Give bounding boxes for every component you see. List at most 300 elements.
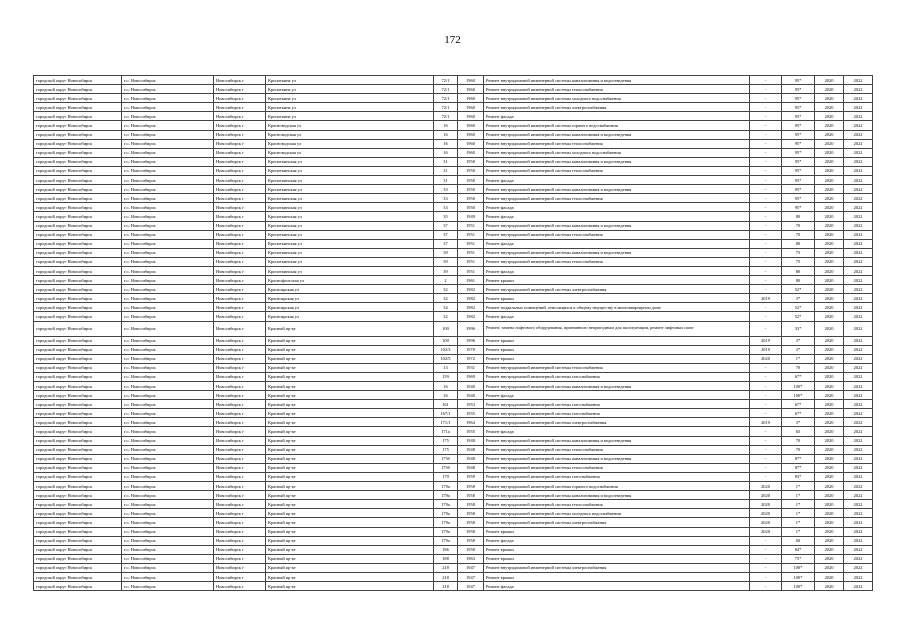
- municipality-cell: городской округ Новосибирск: [34, 230, 122, 239]
- street-cell: Красноводская ул: [266, 130, 434, 139]
- build-year-cell: 1960: [458, 85, 484, 94]
- municipal-unit-cell: г.о. Новосибирск: [122, 194, 214, 203]
- last-repair-year-cell: -: [750, 545, 782, 554]
- table-row: [34, 112, 873, 121]
- municipality-cell: городской округ Новосибирск: [34, 121, 122, 130]
- house-number-cell: 218: [434, 572, 458, 581]
- last-repair-year-cell: -: [750, 194, 782, 203]
- plan-year-from-cell: 2020: [815, 509, 844, 518]
- plan-year-from-cell: 2020: [815, 409, 844, 418]
- plan-year-to-cell: 2022: [844, 372, 873, 381]
- municipal-unit-cell: г.о. Новосибирск: [122, 336, 214, 345]
- build-year-cell: 1963: [458, 554, 484, 563]
- settlement-cell: Новосибирск г: [214, 103, 266, 112]
- last-repair-year-cell: 2020: [750, 518, 782, 527]
- plan-year-to-cell: 2022: [844, 248, 873, 257]
- plan-year-from-cell: 2020: [815, 94, 844, 103]
- table-row: [34, 312, 873, 321]
- settlement-cell: Новосибирск г: [214, 509, 266, 518]
- plan-year-to-cell: 2022: [844, 345, 873, 354]
- street-cell: Красный пр-кт: [266, 427, 434, 436]
- plan-year-from-cell: 2020: [815, 345, 844, 354]
- plan-year-from-cell: 2020: [815, 491, 844, 500]
- wear-percent-cell: 1*: [782, 354, 815, 363]
- house-number-cell: 37: [434, 230, 458, 239]
- street-cell: Красный пр-кт: [266, 418, 434, 427]
- plan-year-from-cell: 2020: [815, 266, 844, 275]
- municipality-cell: городской округ Новосибирск: [34, 372, 122, 381]
- work-type-cell: Ремонт внутридомовой инженерной системы теплоснабжения: [484, 194, 750, 203]
- settlement-cell: Новосибирск г: [214, 500, 266, 509]
- build-year-cell: 1960: [458, 112, 484, 121]
- settlement-cell: Новосибирск г: [214, 382, 266, 391]
- street-cell: Кропоткина ул: [266, 85, 434, 94]
- house-number-cell: 179а: [434, 536, 458, 545]
- street-cell: Красный пр-кт: [266, 472, 434, 481]
- street-cell: Красноводская ул: [266, 148, 434, 157]
- wear-percent-cell: 52*: [782, 303, 815, 312]
- house-number-cell: 31: [434, 157, 458, 166]
- last-repair-year-cell: 2019: [750, 345, 782, 354]
- wear-percent-cell: 95*: [782, 185, 815, 194]
- work-type-cell: Ремонт фасада: [484, 391, 750, 400]
- plan-year-to-cell: 2022: [844, 400, 873, 409]
- plan-year-from-cell: 2020: [815, 312, 844, 321]
- table-row: [34, 363, 873, 372]
- settlement-cell: Новосибирск г: [214, 518, 266, 527]
- street-cell: Красный пр-кт: [266, 491, 434, 500]
- municipality-cell: городской округ Новосибирск: [34, 509, 122, 518]
- street-cell: Кропоткина ул: [266, 94, 434, 103]
- plan-year-from-cell: 2020: [815, 536, 844, 545]
- municipality-cell: городской округ Новосибирск: [34, 572, 122, 581]
- municipality-cell: городской округ Новосибирск: [34, 482, 122, 491]
- wear-percent-cell: 70: [782, 221, 815, 230]
- municipal-unit-cell: г.о. Новосибирск: [122, 427, 214, 436]
- plan-year-to-cell: 2022: [844, 312, 873, 321]
- build-year-cell: 1958: [458, 518, 484, 527]
- municipality-cell: городской округ Новосибирск: [34, 363, 122, 372]
- plan-year-from-cell: 2020: [815, 166, 844, 175]
- work-type-cell: Ремонт крыши: [484, 354, 750, 363]
- plan-year-from-cell: 2020: [815, 230, 844, 239]
- plan-year-from-cell: 2020: [815, 554, 844, 563]
- last-repair-year-cell: -: [750, 185, 782, 194]
- plan-year-from-cell: 2020: [815, 112, 844, 121]
- last-repair-year-cell: -: [750, 85, 782, 94]
- plan-year-from-cell: 2020: [815, 294, 844, 303]
- municipal-unit-cell: г.о. Новосибирск: [122, 166, 214, 175]
- street-cell: Кропоткина ул: [266, 112, 434, 121]
- last-repair-year-cell: -: [750, 582, 782, 591]
- plan-year-to-cell: 2022: [844, 157, 873, 166]
- municipality-cell: городской округ Новосибирск: [34, 185, 122, 194]
- last-repair-year-cell: 2020: [750, 527, 782, 536]
- plan-year-from-cell: 2020: [815, 85, 844, 94]
- wear-percent-cell: 95*: [782, 112, 815, 121]
- municipal-unit-cell: г.о. Новосибирск: [122, 257, 214, 266]
- settlement-cell: Новосибирск г: [214, 148, 266, 157]
- street-cell: Кропоткинская ул: [266, 230, 434, 239]
- municipal-unit-cell: г.о. Новосибирск: [122, 321, 214, 336]
- settlement-cell: Новосибирск г: [214, 230, 266, 239]
- build-year-cell: 1961: [458, 276, 484, 285]
- plan-year-to-cell: 2022: [844, 221, 873, 230]
- settlement-cell: Новосибирск г: [214, 563, 266, 572]
- wear-percent-cell: 3*: [782, 418, 815, 427]
- municipal-unit-cell: г.о. Новосибирск: [122, 303, 214, 312]
- plan-year-to-cell: 2022: [844, 336, 873, 345]
- municipal-unit-cell: г.о. Новосибирск: [122, 203, 214, 212]
- municipal-unit-cell: г.о. Новосибирск: [122, 239, 214, 248]
- build-year-cell: 1955: [458, 409, 484, 418]
- table-row: [34, 166, 873, 175]
- last-repair-year-cell: -: [750, 176, 782, 185]
- street-cell: Красноводская ул: [266, 139, 434, 148]
- settlement-cell: Новосибирск г: [214, 418, 266, 427]
- work-type-cell: Ремонт внутридомовой инженерной системы электроснабжения: [484, 285, 750, 294]
- plan-year-to-cell: 2022: [844, 509, 873, 518]
- house-number-cell: 179а: [434, 491, 458, 500]
- plan-year-from-cell: 2020: [815, 336, 844, 345]
- municipality-cell: городской округ Новосибирск: [34, 248, 122, 257]
- municipal-unit-cell: г.о. Новосибирск: [122, 266, 214, 275]
- settlement-cell: Новосибирск г: [214, 445, 266, 454]
- build-year-cell: 1958: [458, 509, 484, 518]
- settlement-cell: Новосибирск г: [214, 176, 266, 185]
- wear-percent-cell: 80: [782, 276, 815, 285]
- plan-year-from-cell: 2020: [815, 354, 844, 363]
- wear-percent-cell: 95*: [782, 130, 815, 139]
- wear-percent-cell: 1*: [782, 527, 815, 536]
- settlement-cell: Новосибирск г: [214, 345, 266, 354]
- table-row: [34, 176, 873, 185]
- municipality-cell: городской округ Новосибирск: [34, 472, 122, 481]
- table-row: [34, 321, 873, 336]
- table-row: [34, 527, 873, 536]
- house-number-cell: 102/3: [434, 345, 458, 354]
- wear-percent-cell: 67*: [782, 409, 815, 418]
- house-number-cell: 218: [434, 563, 458, 572]
- street-cell: Красный пр-кт: [266, 400, 434, 409]
- settlement-cell: Новосибирск г: [214, 527, 266, 536]
- plan-year-to-cell: 2022: [844, 482, 873, 491]
- municipal-unit-cell: г.о. Новосибирск: [122, 518, 214, 527]
- house-number-cell: 16: [434, 391, 458, 400]
- municipality-cell: городской округ Новосибирск: [34, 139, 122, 148]
- last-repair-year-cell: -: [750, 276, 782, 285]
- capital-repair-register-table: [33, 75, 873, 591]
- street-cell: Красный пр-кт: [266, 321, 434, 336]
- municipal-unit-cell: г.о. Новосибирск: [122, 563, 214, 572]
- plan-year-from-cell: 2020: [815, 276, 844, 285]
- work-type-cell: Ремонт фасада: [484, 212, 750, 221]
- build-year-cell: 1950: [458, 203, 484, 212]
- street-cell: Красный пр-кт: [266, 345, 434, 354]
- wear-percent-cell: 1*: [782, 509, 815, 518]
- work-type-cell: Ремонт внутридомовой инженерной системы электроснабжения: [484, 563, 750, 572]
- build-year-cell: 1960: [458, 139, 484, 148]
- last-repair-year-cell: 2020: [750, 354, 782, 363]
- wear-percent-cell: 87*: [782, 454, 815, 463]
- build-year-cell: 1960: [458, 94, 484, 103]
- plan-year-from-cell: 2020: [815, 436, 844, 445]
- municipal-unit-cell: г.о. Новосибирск: [122, 482, 214, 491]
- municipal-unit-cell: г.о. Новосибирск: [122, 130, 214, 139]
- wear-percent-cell: 70: [782, 445, 815, 454]
- plan-year-to-cell: 2022: [844, 166, 873, 175]
- municipal-unit-cell: г.о. Новосибирск: [122, 382, 214, 391]
- municipality-cell: городской округ Новосибирск: [34, 112, 122, 121]
- municipality-cell: городской округ Новосибирск: [34, 527, 122, 536]
- street-cell: Красный пр-кт: [266, 454, 434, 463]
- work-type-cell: Ремонт, замена лифтового оборудования, признанного непригодным для эксплуатации, ремонт лифтовых шахт: [484, 321, 750, 336]
- wear-percent-cell: 87*: [782, 463, 815, 472]
- last-repair-year-cell: -: [750, 112, 782, 121]
- build-year-cell: 1958: [458, 545, 484, 554]
- wear-percent-cell: 83*: [782, 472, 815, 481]
- house-number-cell: 13: [434, 363, 458, 372]
- house-number-cell: 72/1: [434, 76, 458, 85]
- last-repair-year-cell: -: [750, 248, 782, 257]
- settlement-cell: Новосибирск г: [214, 276, 266, 285]
- house-number-cell: 16: [434, 139, 458, 148]
- plan-year-to-cell: 2022: [844, 563, 873, 572]
- settlement-cell: Новосибирск г: [214, 572, 266, 581]
- settlement-cell: Новосибирск г: [214, 321, 266, 336]
- table-row: [34, 463, 873, 472]
- plan-year-to-cell: 2022: [844, 321, 873, 336]
- work-type-cell: Ремонт фасада: [484, 536, 750, 545]
- wear-percent-cell: 75: [782, 257, 815, 266]
- municipality-cell: городской округ Новосибирск: [34, 400, 122, 409]
- work-type-cell: Ремонт внутридомовой инженерной системы электроснабжения: [484, 518, 750, 527]
- settlement-cell: Новосибирск г: [214, 400, 266, 409]
- last-repair-year-cell: -: [750, 303, 782, 312]
- build-year-cell: 1964: [458, 418, 484, 427]
- wear-percent-cell: 70: [782, 230, 815, 239]
- work-type-cell: Ремонт внутридомовой инженерной системы канализования и водоотведения: [484, 76, 750, 85]
- work-type-cell: Ремонт крыши: [484, 276, 750, 285]
- settlement-cell: Новосибирск г: [214, 248, 266, 257]
- last-repair-year-cell: -: [750, 266, 782, 275]
- wear-percent-cell: 3*: [782, 345, 815, 354]
- plan-year-to-cell: 2022: [844, 130, 873, 139]
- municipal-unit-cell: г.о. Новосибирск: [122, 554, 214, 563]
- build-year-cell: 1972: [458, 354, 484, 363]
- plan-year-to-cell: 2022: [844, 536, 873, 545]
- wear-percent-cell: 95*: [782, 166, 815, 175]
- municipal-unit-cell: г.о. Новосибирск: [122, 121, 214, 130]
- municipality-cell: городской округ Новосибирск: [34, 545, 122, 554]
- last-repair-year-cell: -: [750, 221, 782, 230]
- house-number-cell: 72/1: [434, 103, 458, 112]
- plan-year-to-cell: 2022: [844, 527, 873, 536]
- work-type-cell: Ремонт внутридомовой инженерной системы теплоснабжения: [484, 257, 750, 266]
- municipality-cell: городской округ Новосибирск: [34, 85, 122, 94]
- wear-percent-cell: 100*: [782, 563, 815, 572]
- wear-percent-cell: 1*: [782, 500, 815, 509]
- build-year-cell: 1960: [458, 103, 484, 112]
- work-type-cell: Ремонт внутридомовой инженерной системы теплоснабжения: [484, 139, 750, 148]
- table-row: [34, 266, 873, 275]
- plan-year-from-cell: 2020: [815, 527, 844, 536]
- house-number-cell: 72/1: [434, 112, 458, 121]
- house-number-cell: 34: [434, 303, 458, 312]
- settlement-cell: Новосибирск г: [214, 76, 266, 85]
- house-number-cell: 31: [434, 166, 458, 175]
- wear-percent-cell: 80: [782, 266, 815, 275]
- last-repair-year-cell: -: [750, 372, 782, 381]
- wear-percent-cell: 67*: [782, 400, 815, 409]
- plan-year-to-cell: 2022: [844, 472, 873, 481]
- work-type-cell: Ремонт внутридомовой инженерной системы канализования и водоотведения: [484, 185, 750, 194]
- plan-year-from-cell: 2020: [815, 248, 844, 257]
- municipal-unit-cell: г.о. Новосибирск: [122, 94, 214, 103]
- build-year-cell: 1958: [458, 482, 484, 491]
- plan-year-from-cell: 2020: [815, 103, 844, 112]
- municipality-cell: городской округ Новосибирск: [34, 285, 122, 294]
- municipality-cell: городской округ Новосибирск: [34, 563, 122, 572]
- house-number-cell: 171а: [434, 427, 458, 436]
- work-type-cell: Ремонт внутридомовой инженерной системы горячего водоснабжения: [484, 482, 750, 491]
- table-row: [34, 130, 873, 139]
- house-number-cell: 16: [434, 121, 458, 130]
- settlement-cell: Новосибирск г: [214, 472, 266, 481]
- build-year-cell: 1982: [458, 285, 484, 294]
- work-type-cell: Ремонт внутридомовой инженерной системы канализования и водоотведения: [484, 130, 750, 139]
- last-repair-year-cell: -: [750, 363, 782, 372]
- build-year-cell: 1958: [458, 527, 484, 536]
- last-repair-year-cell: -: [750, 285, 782, 294]
- build-year-cell: 1953: [458, 400, 484, 409]
- street-cell: Красный пр-кт: [266, 382, 434, 391]
- municipality-cell: городской округ Новосибирск: [34, 203, 122, 212]
- settlement-cell: Новосибирск г: [214, 130, 266, 139]
- wear-percent-cell: 1*: [782, 491, 815, 500]
- build-year-cell: 1950: [458, 194, 484, 203]
- table-row: [34, 248, 873, 257]
- plan-year-from-cell: 2020: [815, 418, 844, 427]
- last-repair-year-cell: -: [750, 121, 782, 130]
- municipality-cell: городской округ Новосибирск: [34, 427, 122, 436]
- municipality-cell: городской округ Новосибирск: [34, 418, 122, 427]
- work-type-cell: Ремонт фасада: [484, 239, 750, 248]
- house-number-cell: 2: [434, 276, 458, 285]
- build-year-cell: 1951: [458, 221, 484, 230]
- municipal-unit-cell: г.о. Новосибирск: [122, 276, 214, 285]
- table-row: [34, 230, 873, 239]
- work-type-cell: Ремонт подвальных помещений, относящихся к общему имуществу в многоквартирном доме: [484, 303, 750, 312]
- settlement-cell: Новосибирск г: [214, 536, 266, 545]
- plan-year-from-cell: 2020: [815, 482, 844, 491]
- house-number-cell: 32: [434, 285, 458, 294]
- wear-percent-cell: 84*: [782, 545, 815, 554]
- house-number-cell: 16: [434, 382, 458, 391]
- street-cell: Кропоткинская ул: [266, 221, 434, 230]
- table-row: [34, 203, 873, 212]
- table-row: [34, 409, 873, 418]
- last-repair-year-cell: -: [750, 94, 782, 103]
- build-year-cell: 1940: [458, 382, 484, 391]
- municipality-cell: городской округ Новосибирск: [34, 354, 122, 363]
- last-repair-year-cell: -: [750, 409, 782, 418]
- work-type-cell: Ремонт внутридомовой инженерной системы газоснабжения: [484, 400, 750, 409]
- plan-year-to-cell: 2022: [844, 463, 873, 472]
- table-row: [34, 418, 873, 427]
- table-row: [34, 427, 873, 436]
- municipal-unit-cell: г.о. Новосибирск: [122, 185, 214, 194]
- house-number-cell: 39: [434, 266, 458, 275]
- street-cell: Кропоткинская ул: [266, 239, 434, 248]
- plan-year-to-cell: 2022: [844, 85, 873, 94]
- work-type-cell: Ремонт крыши: [484, 545, 750, 554]
- municipal-unit-cell: г.о. Новосибирск: [122, 491, 214, 500]
- work-type-cell: Ремонт внутридомовой инженерной системы теплоснабжения: [484, 230, 750, 239]
- build-year-cell: 1996: [458, 336, 484, 345]
- work-type-cell: Ремонт внутридомовой инженерной системы холодного водоснабжения: [484, 94, 750, 103]
- municipality-cell: городской округ Новосибирск: [34, 166, 122, 175]
- build-year-cell: 1959: [458, 472, 484, 481]
- plan-year-from-cell: 2020: [815, 212, 844, 221]
- plan-year-from-cell: 2020: [815, 472, 844, 481]
- last-repair-year-cell: -: [750, 230, 782, 239]
- build-year-cell: 1947: [458, 572, 484, 581]
- work-type-cell: Ремонт внутридомовой инженерной системы теплоснабжения: [484, 85, 750, 94]
- plan-year-to-cell: 2022: [844, 266, 873, 275]
- wear-percent-cell: 1*: [782, 482, 815, 491]
- municipal-unit-cell: г.о. Новосибирск: [122, 409, 214, 418]
- wear-percent-cell: 100*: [782, 391, 815, 400]
- table-row: [34, 285, 873, 294]
- street-cell: Красный пр-кт: [266, 482, 434, 491]
- build-year-cell: 1958: [458, 500, 484, 509]
- table-row: [34, 545, 873, 554]
- municipality-cell: городской округ Новосибирск: [34, 336, 122, 345]
- street-cell: Красный пр-кт: [266, 463, 434, 472]
- plan-year-to-cell: 2022: [844, 148, 873, 157]
- municipal-unit-cell: г.о. Новосибирск: [122, 148, 214, 157]
- house-number-cell: 218: [434, 582, 458, 591]
- municipality-cell: городской округ Новосибирск: [34, 536, 122, 545]
- last-repair-year-cell: -: [750, 130, 782, 139]
- street-cell: Кропоткина ул: [266, 76, 434, 85]
- settlement-cell: Новосибирск г: [214, 312, 266, 321]
- build-year-cell: 1948: [458, 445, 484, 454]
- build-year-cell: 1950: [458, 157, 484, 166]
- plan-year-to-cell: 2022: [844, 363, 873, 372]
- table-row: [34, 345, 873, 354]
- municipal-unit-cell: г.о. Новосибирск: [122, 294, 214, 303]
- plan-year-to-cell: 2022: [844, 276, 873, 285]
- house-number-cell: 167/1: [434, 409, 458, 418]
- work-type-cell: Ремонт внутридомовой инженерной системы канализования и водоотведения: [484, 382, 750, 391]
- municipal-unit-cell: г.о. Новосибирск: [122, 103, 214, 112]
- wear-percent-cell: 100*: [782, 572, 815, 581]
- street-cell: Красноярская ул: [266, 294, 434, 303]
- plan-year-to-cell: 2022: [844, 239, 873, 248]
- plan-year-to-cell: 2022: [844, 445, 873, 454]
- last-repair-year-cell: -: [750, 76, 782, 85]
- table-row: [34, 482, 873, 491]
- page-number: 172: [444, 34, 461, 46]
- municipal-unit-cell: г.о. Новосибирск: [122, 176, 214, 185]
- house-number-cell: 186: [434, 545, 458, 554]
- last-repair-year-cell: -: [750, 103, 782, 112]
- last-repair-year-cell: -: [750, 563, 782, 572]
- street-cell: Кропоткинская ул: [266, 212, 434, 221]
- last-repair-year-cell: -: [750, 445, 782, 454]
